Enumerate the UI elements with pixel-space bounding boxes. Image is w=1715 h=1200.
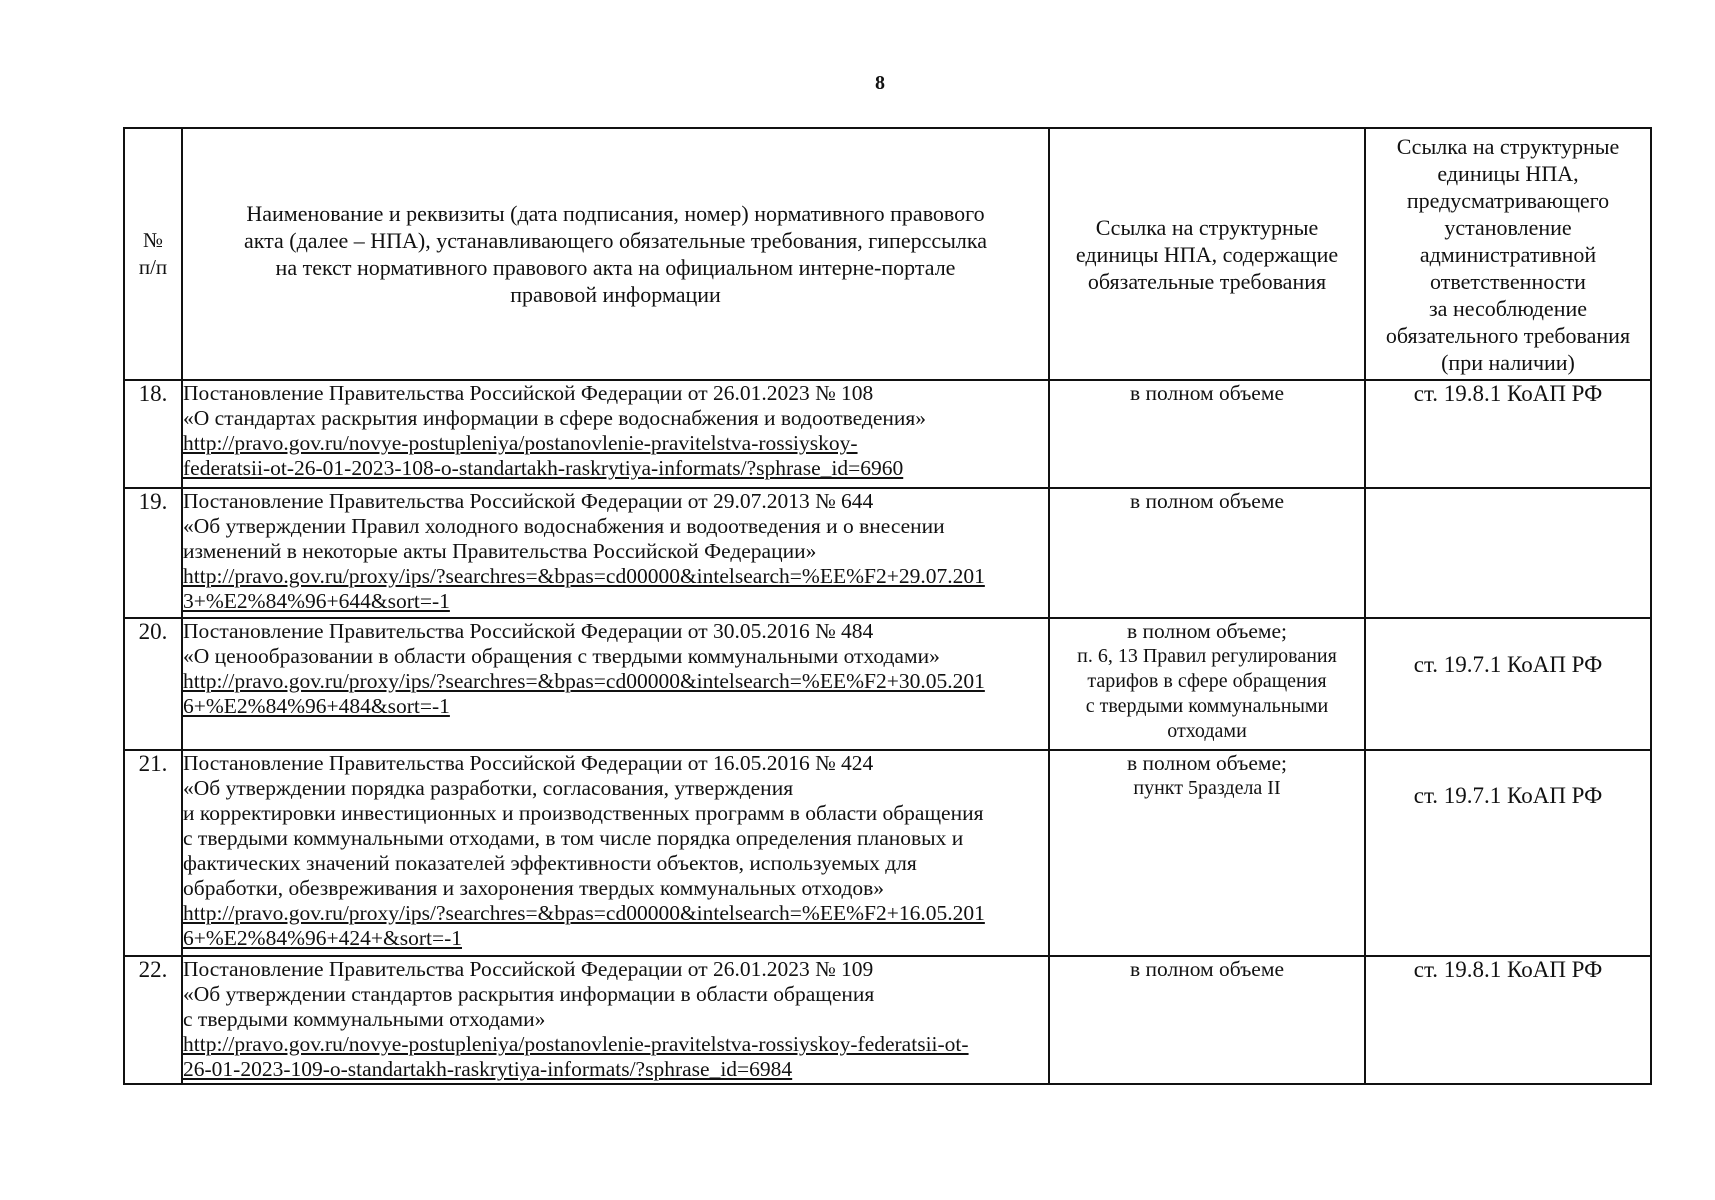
- header-line: ответственности: [1430, 268, 1586, 294]
- structural-units-text: отходами: [1167, 720, 1247, 742]
- npa-text-line: Постановление Правительства Российской Федерации от 30.05.2016 № 484: [183, 619, 874, 643]
- npa-text-line: фактических значений показателей эффективности объектов, используемых для: [183, 851, 917, 875]
- table-row: [124, 750, 1651, 956]
- row-number: 21.: [124, 750, 182, 956]
- administrative-liability-cell: ст. 19.7.1 КоАП РФ: [1365, 618, 1651, 750]
- structural-units-text: в полном объеме: [1129, 957, 1285, 981]
- row-number: 22.: [124, 956, 182, 1084]
- header-line: Наименование и реквизиты (дата подписания, номер) нормативного правового: [246, 201, 985, 226]
- structural-units-cell: [1049, 380, 1365, 488]
- npa-text-line: с твердыми коммунальными отходами, в том числе порядка определения плановых и: [183, 826, 964, 850]
- npa-text-line: «О стандартах раскрытия информации в сфере водоснабжения и водоотведения»: [183, 406, 927, 430]
- npa-text-line: «Об утверждении порядка разработки, согласования, утверждения: [183, 776, 794, 800]
- header-line: за несоблюдение: [1428, 295, 1588, 321]
- structural-units-text: в полном объеме;: [1127, 751, 1287, 775]
- page-number: 8: [875, 72, 885, 94]
- header-line: акта (далее – НПА), устанавливающего обязательные требования, гиперссылка: [243, 228, 988, 253]
- structural-units-text: в полном объеме: [1129, 489, 1285, 513]
- npa-description: [182, 488, 1049, 618]
- structural-units-cell: [1049, 618, 1365, 750]
- table-row: [124, 618, 1651, 750]
- npa-hyperlink[interactable]: http://pravo.gov.ru/proxy/ips/?searchres=&bpas=cd00000&intelsearch=%EE%F2+16.05.201: [183, 901, 985, 925]
- structural-units-cell: [1049, 956, 1365, 1084]
- npa-hyperlink[interactable]: 26-01-2023-109-o-standartakh-raskrytiya-informats/?sphrase_id=6984: [183, 1057, 793, 1081]
- header-line: установление: [1444, 214, 1572, 240]
- table-row: [124, 380, 1651, 488]
- administrative-liability-cell: [1365, 488, 1651, 618]
- npa-hyperlink[interactable]: http://pravo.gov.ru/proxy/ips/?searchres=&bpas=cd00000&intelsearch=%EE%F2+30.05.201: [183, 669, 985, 693]
- npa-text-line: «О ценообразовании в области обращения с твердыми коммунальными отходами»: [183, 644, 940, 668]
- npa-description: [182, 956, 1049, 1084]
- structural-units-cell: [1049, 750, 1365, 956]
- administrative-liability-cell: ст. 19.8.1 КоАП РФ: [1365, 956, 1651, 1084]
- npa-hyperlink[interactable]: http://pravo.gov.ru/novye-postupleniya/postanovlenie-pravitelstva-rossiyskoy-: [183, 431, 858, 455]
- header-line: Ссылка на структурные: [1095, 214, 1319, 240]
- header-line: правовой информации: [510, 282, 721, 307]
- npa-hyperlink[interactable]: http://pravo.gov.ru/proxy/ips/?searchres=&bpas=cd00000&intelsearch=%EE%F2+29.07.201: [183, 564, 985, 588]
- npa-description: [182, 380, 1049, 488]
- table-header-row: [124, 128, 1651, 380]
- header-line: Ссылка на структурные: [1396, 133, 1620, 159]
- structural-units-text: п. 6, 13 Правил регулирования: [1077, 645, 1337, 667]
- npa-text-line: «Об утверждении Правил холодного водоснабжения и водоотведения и о внесении: [183, 514, 945, 538]
- table-row: [124, 956, 1651, 1084]
- header-line: административной: [1419, 241, 1597, 267]
- header-line: п/п: [138, 255, 168, 279]
- structural-units-cell: [1049, 488, 1365, 618]
- header-line: единицы НПА,: [1437, 160, 1579, 186]
- npa-description: [182, 618, 1049, 750]
- structural-units-text: тарифов в сфере обращения: [1087, 670, 1327, 692]
- npa-text-line: Постановление Правительства Российской Федерации от 16.05.2016 № 424: [183, 751, 874, 775]
- header-line: обязательные требования: [1087, 268, 1327, 294]
- npa-text-line: Постановление Правительства Российской Федерации от 26.01.2023 № 108: [183, 381, 874, 405]
- npa-text-line: «Об утверждении стандартов раскрытия информации в области обращения: [183, 982, 875, 1006]
- row-number: 20.: [124, 618, 182, 750]
- npa-text-line: с твердыми коммунальными отходами»: [183, 1007, 546, 1031]
- header-structural-units: [1049, 128, 1365, 380]
- npa-text-line: Постановление Правительства Российской Федерации от 26.01.2023 № 109: [183, 957, 874, 981]
- npa-text-line: и корректировки инвестиционных и производственных программ в области обращения: [183, 801, 984, 825]
- npa-requirements-table: [123, 127, 1652, 1085]
- npa-hyperlink[interactable]: 6+%E2%84%96+424+&sort=-1: [183, 926, 462, 950]
- header-line: на текст нормативного правового акта на официальном интерне-портале: [275, 255, 956, 280]
- npa-hyperlink[interactable]: federatsii-ot-26-01-2023-108-o-standartakh-raskrytiya-informats/?sphrase_id=6960: [183, 456, 904, 480]
- npa-hyperlink[interactable]: 6+%E2%84%96+484&sort=-1: [183, 694, 450, 718]
- administrative-liability-cell: ст. 19.8.1 КоАП РФ: [1365, 380, 1651, 488]
- structural-units-text: с твердыми коммунальными: [1085, 695, 1329, 717]
- npa-hyperlink[interactable]: 3+%E2%84%96+644&sort=-1: [183, 589, 450, 613]
- npa-text-line: Постановление Правительства Российской Федерации от 29.07.2013 № 644: [183, 489, 874, 513]
- header-number: [124, 128, 182, 380]
- header-administrative-liability: [1365, 128, 1651, 380]
- npa-description: [182, 750, 1049, 956]
- npa-text-line: изменений в некоторые акты Правительства Российской Федерации»: [183, 539, 817, 563]
- administrative-liability-cell: ст. 19.7.1 КоАП РФ: [1365, 750, 1651, 956]
- structural-units-text: в полном объеме;: [1127, 619, 1287, 643]
- header-line: предусматривающего: [1406, 187, 1610, 213]
- table-row: [124, 488, 1651, 618]
- header-line: единицы НПА, содержащие: [1075, 241, 1339, 267]
- structural-units-text: в полном объеме: [1129, 381, 1285, 405]
- header-line: обязательного требования: [1385, 322, 1631, 348]
- header-line: №: [142, 228, 164, 252]
- npa-hyperlink[interactable]: http://pravo.gov.ru/novye-postupleniya/postanovlenie-pravitelstva-rossiyskoy-federatsii-ot-: [183, 1032, 969, 1056]
- header-line: (при наличии): [1441, 349, 1575, 375]
- row-number: 19.: [124, 488, 182, 618]
- header-npa-name: [182, 128, 1049, 380]
- structural-units-text: пункт 5раздела II: [1133, 777, 1281, 799]
- row-number: 18.: [124, 380, 182, 488]
- npa-text-line: обработки, обезвреживания и захоронения твердых коммунальных отходов»: [183, 876, 885, 900]
